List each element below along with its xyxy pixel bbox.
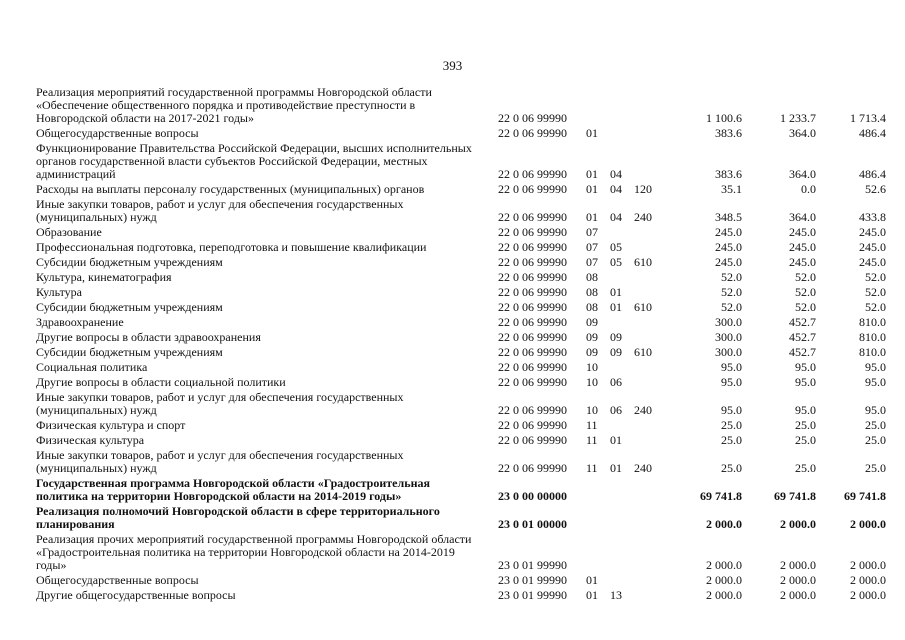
row-expense-type xyxy=(634,419,664,434)
table-row xyxy=(36,477,886,505)
row-name: Социальная политика xyxy=(36,360,148,374)
row-amount-3: 2 000.0 xyxy=(850,573,886,587)
row-section: 01 xyxy=(586,167,598,181)
table-row xyxy=(36,589,886,604)
row-amount-3: 25.0 xyxy=(865,461,886,475)
table-row xyxy=(36,183,886,198)
row-subsection xyxy=(610,226,634,241)
page-number: 393 xyxy=(442,58,463,73)
row-section xyxy=(586,477,610,505)
row-amount-2: 25.0 xyxy=(795,433,816,447)
row-target-article: 23 0 01 99990 xyxy=(498,573,567,587)
row-expense-type xyxy=(634,331,664,346)
budget-table xyxy=(36,86,886,604)
row-amount-1: 95.0 xyxy=(721,403,742,417)
row-name: Реализация мероприятий государственной программы Новгородской области «Обеспечение общественного порядка и противодействие преступности в Новгородской области на 2017-2021 годы» xyxy=(36,85,432,125)
row-target-article: 22 0 06 99990 xyxy=(498,461,567,475)
row-section: 11 xyxy=(586,461,598,475)
row-amount-3: 245.0 xyxy=(859,255,886,269)
row-amount-3: 1 713.4 xyxy=(850,111,886,125)
row-section: 10 xyxy=(586,360,598,374)
row-amount-1: 95.0 xyxy=(721,360,742,374)
row-subsection: 09 xyxy=(610,345,622,359)
row-name: Субсидии бюджетным учреждениям xyxy=(36,255,223,269)
row-section: 10 xyxy=(586,403,598,417)
table-row xyxy=(36,331,886,346)
row-expense-type xyxy=(634,86,664,127)
row-target-article: 22 0 06 99990 xyxy=(498,300,567,314)
table-row xyxy=(36,361,886,376)
row-section: 08 xyxy=(586,285,598,299)
row-name: Расходы на выплаты персоналу государственных (муниципальных) органов xyxy=(36,182,425,196)
row-target-article: 22 0 06 99990 xyxy=(498,240,567,254)
row-amount-1: 52.0 xyxy=(721,300,742,314)
row-expense-type xyxy=(634,574,664,589)
row-name: Реализация полномочий Новгородской области в сфере территориального планирования xyxy=(36,504,440,531)
row-subsection xyxy=(610,477,634,505)
row-target-article: 22 0 06 99990 xyxy=(498,403,567,417)
row-section: 09 xyxy=(586,345,598,359)
row-expense-type xyxy=(634,533,664,574)
row-amount-2: 364.0 xyxy=(789,126,816,140)
table-row xyxy=(36,271,886,286)
table-row xyxy=(36,346,886,361)
row-name: Другие вопросы в области социальной политики xyxy=(36,375,286,389)
row-expense-type xyxy=(634,271,664,286)
row-amount-1: 25.0 xyxy=(721,433,742,447)
row-target-article: 22 0 06 99990 xyxy=(498,433,567,447)
row-target-article: 22 0 06 99990 xyxy=(498,270,567,284)
row-expense-type xyxy=(634,241,664,256)
row-expense-type xyxy=(634,286,664,301)
row-amount-3: 52.0 xyxy=(865,270,886,284)
row-amount-1: 245.0 xyxy=(715,240,742,254)
row-amount-1: 2 000.0 xyxy=(706,558,742,572)
row-target-article: 22 0 06 99990 xyxy=(498,315,567,329)
row-section: 08 xyxy=(586,300,598,314)
row-target-article: 22 0 06 99990 xyxy=(498,345,567,359)
row-expense-type xyxy=(634,316,664,331)
row-name: Физическая культура и спорт xyxy=(36,418,186,432)
row-amount-3: 245.0 xyxy=(859,240,886,254)
row-amount-2: 364.0 xyxy=(789,210,816,224)
row-amount-2: 245.0 xyxy=(789,240,816,254)
table-row xyxy=(36,316,886,331)
row-amount-3: 52.0 xyxy=(865,285,886,299)
row-amount-2: 245.0 xyxy=(789,255,816,269)
row-amount-2: 452.7 xyxy=(789,345,816,359)
row-name: Иные закупки товаров, работ и услуг для обеспечения государственных (муниципальных) нужд xyxy=(36,197,404,224)
row-amount-2: 95.0 xyxy=(795,403,816,417)
row-amount-1: 2 000.0 xyxy=(706,517,742,531)
table-row xyxy=(36,391,886,419)
row-name: Функционирование Правительства Российской Федерации, высших исполнительных органов государственной власти субъектов Российской Федерации, местных администраций xyxy=(36,141,472,181)
row-subsection: 05 xyxy=(610,240,622,254)
row-expense-type xyxy=(634,477,664,505)
row-expense-type: 240 xyxy=(634,461,652,475)
row-amount-1: 2 000.0 xyxy=(706,588,742,602)
row-amount-2: 2 000.0 xyxy=(780,558,816,572)
row-amount-3: 2 000.0 xyxy=(850,588,886,602)
table-row xyxy=(36,142,886,183)
row-amount-1: 1 100.6 xyxy=(706,111,742,125)
row-target-article: 22 0 06 99990 xyxy=(498,255,567,269)
table-row xyxy=(36,256,886,271)
row-section: 07 xyxy=(586,240,598,254)
row-target-article: 22 0 06 99990 xyxy=(498,418,567,432)
row-section: 11 xyxy=(586,418,598,432)
row-amount-3: 95.0 xyxy=(865,375,886,389)
row-section: 01 xyxy=(586,126,598,140)
row-target-article: 22 0 06 99990 xyxy=(498,111,567,125)
row-name: Субсидии бюджетным учреждениям xyxy=(36,345,223,359)
table-row xyxy=(36,376,886,391)
row-amount-2: 95.0 xyxy=(795,360,816,374)
row-amount-3: 245.0 xyxy=(859,225,886,239)
row-name: Субсидии бюджетным учреждениям xyxy=(36,300,223,314)
row-target-article: 22 0 06 99990 xyxy=(498,330,567,344)
table-row xyxy=(36,574,886,589)
row-amount-2: 0.0 xyxy=(801,182,816,196)
row-name: Образование xyxy=(36,225,102,239)
row-subsection: 13 xyxy=(610,588,622,602)
row-amount-3: 810.0 xyxy=(859,330,886,344)
table-row xyxy=(36,86,886,127)
row-name: Профессиональная подготовка, переподготовка и повышение квалификации xyxy=(36,240,427,254)
row-expense-type xyxy=(634,226,664,241)
row-expense-type: 610 xyxy=(634,255,652,269)
row-amount-1: 245.0 xyxy=(715,225,742,239)
row-amount-1: 52.0 xyxy=(721,270,742,284)
row-amount-3: 52.6 xyxy=(865,182,886,196)
row-name: Другие общегосударственные вопросы xyxy=(36,588,236,602)
row-name: Общегосударственные вопросы xyxy=(36,573,199,587)
row-amount-3: 95.0 xyxy=(865,360,886,374)
row-target-article: 23 0 01 99990 xyxy=(498,558,567,572)
row-subsection: 04 xyxy=(610,167,622,181)
row-expense-type xyxy=(634,127,664,142)
row-section: 01 xyxy=(586,588,598,602)
row-section xyxy=(586,86,610,127)
row-subsection: 01 xyxy=(610,285,622,299)
table-row xyxy=(36,434,886,449)
row-name: Иные закупки товаров, работ и услуг для обеспечения государственных (муниципальных) нужд xyxy=(36,390,404,417)
row-name: Государственная программа Новгородской области «Градостроительная политика на территории Новгородской области на 2014-2019 годы» xyxy=(36,476,430,503)
row-amount-3: 25.0 xyxy=(865,433,886,447)
row-target-article: 22 0 06 99990 xyxy=(498,225,567,239)
table-row xyxy=(36,226,886,241)
row-amount-3: 25.0 xyxy=(865,418,886,432)
row-section: 01 xyxy=(586,573,598,587)
row-target-article: 23 0 01 00000 xyxy=(498,517,567,531)
row-expense-type xyxy=(634,142,664,183)
row-section: 07 xyxy=(586,255,598,269)
row-amount-1: 25.0 xyxy=(721,461,742,475)
row-expense-type xyxy=(634,361,664,376)
row-amount-2: 245.0 xyxy=(789,225,816,239)
row-subsection xyxy=(610,574,634,589)
row-section: 10 xyxy=(586,375,598,389)
row-amount-3: 52.0 xyxy=(865,300,886,314)
row-amount-2: 52.0 xyxy=(795,300,816,314)
row-subsection xyxy=(610,316,634,331)
row-amount-1: 300.0 xyxy=(715,315,742,329)
row-subsection: 01 xyxy=(610,461,622,475)
row-subsection: 04 xyxy=(610,182,622,196)
row-expense-type: 240 xyxy=(634,210,652,224)
row-section xyxy=(586,505,610,533)
row-amount-1: 300.0 xyxy=(715,330,742,344)
row-expense-type xyxy=(634,434,664,449)
row-subsection: 09 xyxy=(610,330,622,344)
row-amount-3: 486.4 xyxy=(859,167,886,181)
row-amount-2: 2 000.0 xyxy=(780,517,816,531)
row-expense-type: 610 xyxy=(634,345,652,359)
row-amount-2: 25.0 xyxy=(795,461,816,475)
budget-rows xyxy=(36,86,886,604)
row-expense-type xyxy=(634,505,664,533)
row-subsection: 06 xyxy=(610,375,622,389)
row-name: Культура, кинематография xyxy=(36,270,172,284)
table-row xyxy=(36,127,886,142)
row-subsection: 05 xyxy=(610,255,622,269)
row-subsection xyxy=(610,533,634,574)
row-amount-2: 52.0 xyxy=(795,270,816,284)
row-amount-2: 2 000.0 xyxy=(780,573,816,587)
row-amount-2: 52.0 xyxy=(795,285,816,299)
row-name: Общегосударственные вопросы xyxy=(36,126,199,140)
row-amount-1: 25.0 xyxy=(721,418,742,432)
row-amount-1: 69 741.8 xyxy=(700,489,742,503)
row-amount-3: 486.4 xyxy=(859,126,886,140)
table-row xyxy=(36,505,886,533)
row-name: Иные закупки товаров, работ и услуг для обеспечения государственных (муниципальных) нужд xyxy=(36,448,404,475)
row-amount-2: 452.7 xyxy=(789,330,816,344)
table-row xyxy=(36,286,886,301)
row-target-article: 22 0 06 99990 xyxy=(498,360,567,374)
row-section: 09 xyxy=(586,315,598,329)
row-amount-2: 2 000.0 xyxy=(780,588,816,602)
table-row xyxy=(36,533,886,574)
table-row xyxy=(36,449,886,477)
row-amount-2: 25.0 xyxy=(795,418,816,432)
row-target-article: 23 0 00 00000 xyxy=(498,489,567,503)
row-amount-3: 810.0 xyxy=(859,315,886,329)
row-amount-2: 69 741.8 xyxy=(774,489,816,503)
row-amount-1: 35.1 xyxy=(721,182,742,196)
row-target-article: 22 0 06 99990 xyxy=(498,210,567,224)
row-name: Здравоохранение xyxy=(36,315,124,329)
row-amount-3: 2 000.0 xyxy=(850,558,886,572)
row-amount-3: 810.0 xyxy=(859,345,886,359)
table-row xyxy=(36,241,886,256)
row-subsection xyxy=(610,419,634,434)
row-section: 01 xyxy=(586,210,598,224)
row-amount-1: 95.0 xyxy=(721,375,742,389)
row-amount-3: 2 000.0 xyxy=(850,517,886,531)
row-subsection: 06 xyxy=(610,403,622,417)
row-amount-3: 433.8 xyxy=(859,210,886,224)
row-expense-type: 240 xyxy=(634,403,652,417)
row-amount-1: 383.6 xyxy=(715,167,742,181)
row-subsection: 01 xyxy=(610,433,622,447)
row-amount-1: 52.0 xyxy=(721,285,742,299)
row-subsection: 01 xyxy=(610,300,622,314)
table-row xyxy=(36,301,886,316)
row-amount-2: 95.0 xyxy=(795,375,816,389)
row-amount-2: 1 233.7 xyxy=(780,111,816,125)
row-expense-type xyxy=(634,376,664,391)
table-row xyxy=(36,198,886,226)
row-subsection xyxy=(610,361,634,376)
row-name: Культура xyxy=(36,285,82,299)
row-subsection xyxy=(610,271,634,286)
row-section: 09 xyxy=(586,330,598,344)
row-name: Другие вопросы в области здравоохранения xyxy=(36,330,261,344)
row-target-article: 22 0 06 99990 xyxy=(498,182,567,196)
row-subsection xyxy=(610,505,634,533)
row-section xyxy=(586,533,610,574)
row-expense-type: 120 xyxy=(634,182,652,196)
row-amount-3: 95.0 xyxy=(865,403,886,417)
row-section: 08 xyxy=(586,270,598,284)
row-amount-1: 348.5 xyxy=(715,210,742,224)
row-amount-2: 364.0 xyxy=(789,167,816,181)
row-subsection xyxy=(610,86,634,127)
row-section: 01 xyxy=(586,182,598,196)
row-amount-3: 69 741.8 xyxy=(844,489,886,503)
row-expense-type: 610 xyxy=(634,300,652,314)
row-amount-2: 452.7 xyxy=(789,315,816,329)
row-amount-1: 300.0 xyxy=(715,345,742,359)
row-subsection: 04 xyxy=(610,210,622,224)
row-amount-1: 383.6 xyxy=(715,126,742,140)
row-section: 11 xyxy=(586,433,598,447)
row-section: 07 xyxy=(586,225,598,239)
row-target-article: 22 0 06 99990 xyxy=(498,126,567,140)
row-name: Реализация прочих мероприятий государственной программы Новгородской области «Градостроительная политика на территории Новгородской области на 2014-2019 годы» xyxy=(36,532,472,572)
row-target-article: 22 0 06 99990 xyxy=(498,167,567,181)
row-subsection xyxy=(610,127,634,142)
row-amount-1: 2 000.0 xyxy=(706,573,742,587)
row-target-article: 23 0 01 99990 xyxy=(498,588,567,602)
row-amount-1: 245.0 xyxy=(715,255,742,269)
row-name: Физическая культура xyxy=(36,433,145,447)
row-target-article: 22 0 06 99990 xyxy=(498,285,567,299)
row-expense-type xyxy=(634,589,664,604)
table-row xyxy=(36,419,886,434)
row-target-article: 22 0 06 99990 xyxy=(498,375,567,389)
